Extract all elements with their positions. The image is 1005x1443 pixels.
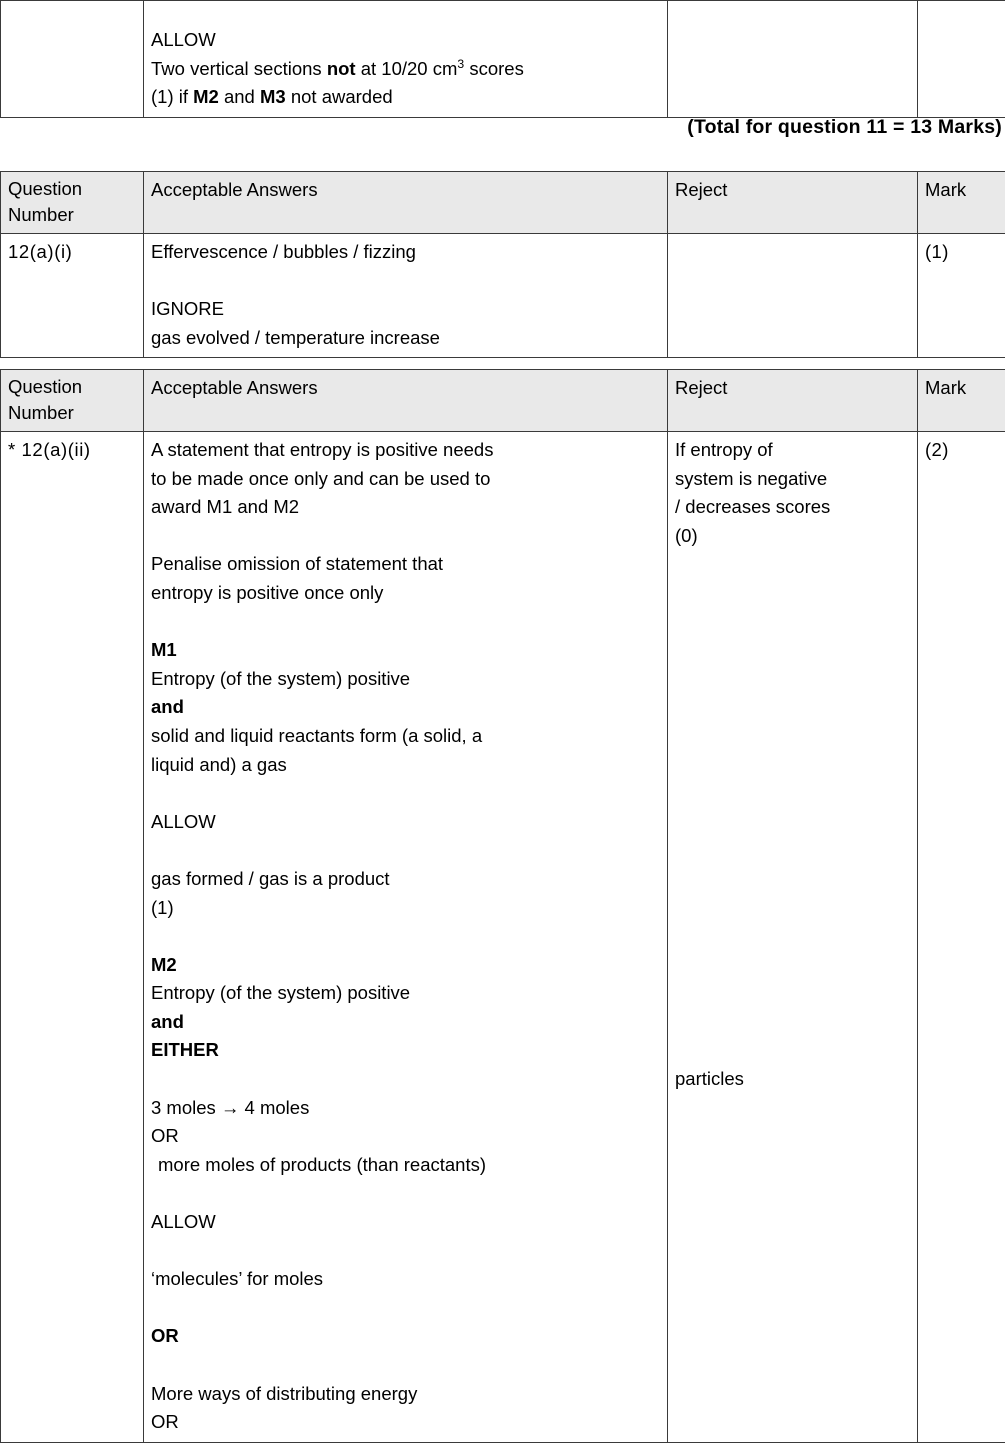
- table-row: [1, 432, 1005, 1443]
- spacer-line: [675, 751, 910, 780]
- answer-line-or: OR: [151, 1122, 660, 1151]
- question-total-label: (Total for question 11 = 13 Marks): [0, 116, 1005, 139]
- mark-cell: (2): [918, 432, 1005, 1443]
- acceptable-answers-cell: [144, 234, 668, 358]
- spacer-line: [151, 608, 660, 637]
- answer-text: ALLOW: [151, 29, 216, 50]
- spacer-line: [675, 808, 910, 837]
- column-header-question-number: [1, 172, 144, 234]
- spacer-line: [675, 894, 910, 923]
- answer-line: Penalise omission of statement that: [151, 550, 660, 579]
- answer-line: Entropy (of the system) positive: [151, 979, 660, 1008]
- question-number-cell: * 12(a)(ii): [1, 432, 144, 1443]
- reject-cell: [668, 234, 918, 358]
- spacer-line: [675, 951, 910, 980]
- answer-line: A statement that entropy is positive needs: [151, 436, 660, 465]
- answer-line-or-bold: OR: [151, 1322, 660, 1351]
- answer-line: [151, 55, 660, 84]
- answer-line: ‘molecules’ for moles: [151, 1265, 660, 1294]
- spacer-line: [675, 979, 910, 1008]
- spacer-line: [151, 836, 660, 865]
- answer-text-bold: M2: [193, 86, 219, 107]
- spacer-line: [675, 1008, 910, 1037]
- answer-line: more moles of products (than reactants): [151, 1151, 660, 1180]
- answer-line-and: and: [151, 1008, 660, 1037]
- spacer-line: [151, 1237, 660, 1266]
- table-row: [1, 1, 1005, 118]
- answer-line: to be made once only and can be used to: [151, 465, 660, 494]
- answer-line-either: EITHER: [151, 1036, 660, 1065]
- answer-text: (1) if: [151, 86, 193, 107]
- reject-line: (0): [675, 522, 910, 551]
- answer-text: Two vertical sections: [151, 58, 327, 79]
- answer-line: (1): [151, 894, 660, 923]
- answer-text: at 10/20 cm: [356, 58, 458, 79]
- spacer-line: [675, 636, 910, 665]
- answer-text: and: [219, 86, 260, 107]
- answer-line: liquid and) a gas: [151, 751, 660, 780]
- question-number-cell: 12(a)(i): [1, 234, 144, 358]
- acceptable-answers-cell: [144, 1, 668, 118]
- answer-line: Entropy (of the system) positive: [151, 665, 660, 694]
- column-header-acceptable-answers: Acceptable Answers: [144, 370, 668, 432]
- spacer-line: [151, 1179, 660, 1208]
- spacer-line: [675, 836, 910, 865]
- column-header-mark: Mark: [918, 172, 1005, 234]
- spacer-line: [675, 1036, 910, 1065]
- header-text: Number: [8, 400, 136, 426]
- answer-text: not awarded: [286, 86, 393, 107]
- answer-line-or: OR: [151, 1408, 660, 1437]
- table-row: [1, 234, 1005, 358]
- answer-line-and: and: [151, 693, 660, 722]
- answer-text: scores: [464, 58, 524, 79]
- spacer-line: [151, 779, 660, 808]
- answer-text-bold: not: [327, 58, 356, 79]
- header-text: Question: [8, 374, 136, 400]
- header-text: Question: [8, 176, 136, 202]
- spacer-line: [675, 722, 910, 751]
- reject-line-particles: particles: [675, 1065, 910, 1094]
- spacer-line: [151, 522, 660, 551]
- spacer-line: [151, 1294, 660, 1323]
- spacer-line: [675, 693, 910, 722]
- answer-line: IGNORE: [151, 295, 660, 324]
- answer-line: solid and liquid reactants form (a solid, a: [151, 722, 660, 751]
- answer-line: More ways of distributing energy: [151, 1380, 660, 1409]
- reject-cell: [668, 1, 918, 118]
- answer-line: gas evolved / temperature increase: [151, 324, 660, 353]
- m2-label: M2: [151, 951, 660, 980]
- spacer-line: [675, 579, 910, 608]
- answer-line: entropy is positive once only: [151, 579, 660, 608]
- column-header-acceptable-answers: Acceptable Answers: [144, 172, 668, 234]
- spacer-line: [151, 1351, 660, 1380]
- question-number-cell: [1, 1, 144, 118]
- answer-line: Effervescence / bubbles / fizzing: [151, 238, 660, 267]
- spacer-line: [675, 922, 910, 951]
- reject-cell: [668, 432, 918, 1443]
- acceptable-answers-cell: [144, 432, 668, 1443]
- reject-line: / decreases scores: [675, 493, 910, 522]
- mark-scheme-table-12ai: [0, 171, 1005, 358]
- mark-cell: (1): [918, 234, 1005, 358]
- allow-label: ALLOW: [151, 1208, 660, 1237]
- answer-line: [151, 26, 660, 55]
- header-text: Number: [8, 202, 136, 228]
- m1-label: M1: [151, 636, 660, 665]
- reject-line: If entropy of: [675, 436, 910, 465]
- column-header-reject: Reject: [668, 172, 918, 234]
- mark-scheme-table-12aii: [0, 369, 1005, 1443]
- answer-line: award M1 and M2: [151, 493, 660, 522]
- table-header-row: [1, 370, 1005, 432]
- column-header-question-number: [1, 370, 144, 432]
- answer-text-bold: M3: [260, 86, 286, 107]
- allow-label: ALLOW: [151, 808, 660, 837]
- spacer-line: [675, 550, 910, 579]
- spacer-line: [675, 665, 910, 694]
- answer-line: 3 moles → 4 moles: [151, 1094, 660, 1123]
- spacer-line: [151, 922, 660, 951]
- answer-line: gas formed / gas is a product: [151, 865, 660, 894]
- superscript-three: 3: [457, 56, 464, 70]
- column-header-mark: Mark: [918, 370, 1005, 432]
- column-header-reject: Reject: [668, 370, 918, 432]
- answer-line: [151, 83, 660, 112]
- spacer-line: [675, 779, 910, 808]
- spacer-line: [151, 267, 660, 296]
- reject-line: system is negative: [675, 465, 910, 494]
- spacer-line: [151, 1065, 660, 1094]
- spacer-line: [675, 608, 910, 637]
- spacer-line: [675, 865, 910, 894]
- continuation-table: [0, 0, 1005, 118]
- table-header-row: [1, 172, 1005, 234]
- mark-cell: [918, 1, 1005, 118]
